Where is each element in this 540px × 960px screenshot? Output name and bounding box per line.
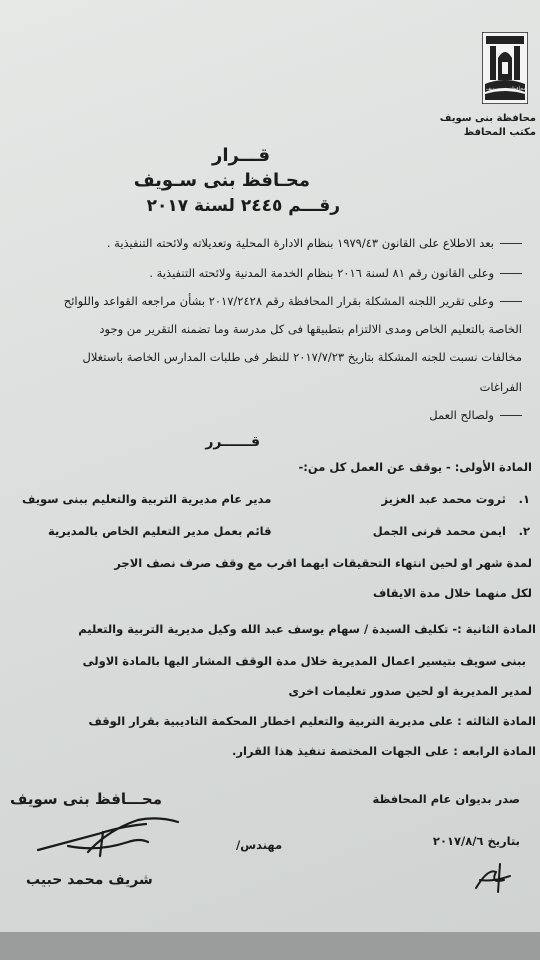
article4-text: المادة الرابعه : على الجهات المختصة تنفيذ هذا القرار. [231,744,536,758]
person1-number: ١. [518,492,530,506]
preamble-7 [429,408,522,422]
preamble-1-text: بعد الاطلاع على القانون ١٩٧٩/٤٣ بنظام الادارة المحلية وتعديلاته ولائحته التنفيذية . [106,236,494,250]
article2-line3: لمدير المديرية او لحين صدور تعليمات اخرى [288,684,532,698]
governor-name: شريف محمد حبيب [26,872,153,888]
governor-heading: محـافظ بنى سـويف [133,170,310,191]
governor-signature-label: محـــافظ بنى سويف [10,790,163,808]
initials-signature-icon [470,858,520,898]
preamble-5: مخالفات نسبت للجنه المشكلة بتاريخ ٢٠١٧/٧/٢٣ للنظر فى طلبات المدارس الخاصة باستغلال [82,350,522,364]
article1-line1: لمدة شهر او لحين انتهاء التحقيقات ايهما اقرب مع وقف صرف نصف الاجر [114,556,532,570]
person1-title: مدير عام مديرية التربية والتعليم ببنى سويف [22,492,272,506]
decree-word: قـــرار [212,145,270,166]
person2-title: قائم بعمل مدير التعليم الخاص بالمديرية [48,524,272,538]
table-edge [0,932,540,960]
issue-date: بتاريخ ٢٠١٧/٨/٦ [432,834,520,848]
person2-number: ٢. [518,524,530,538]
preamble-3-text: وعلى تقرير اللجنه المشكلة بقرار المحافظة رقم ٢٠١٧/٢٤٢٨ بشأن مراجعه القواعد واللوائح [63,294,494,308]
preamble-3 [64,294,522,308]
governor-signature-icon [28,812,188,862]
header-governorate: محافظة بنى سويف [439,113,536,124]
person1-name: ثروت محمد عبد العزيز [381,492,506,506]
article1-line2: لكل منهما خلال مدة الايقاف [372,586,532,600]
decided-word: قــــــرر [205,434,260,450]
article3-text: المادة الثالثه : على مديرية التربية والتعليم اخطار المحكمة التاديبية بقرار الوقف [88,714,536,728]
preamble-2 [149,266,522,280]
preamble-1 [107,236,522,250]
preamble-4: الخاصة بالتعليم الخاص ومدى الالتزام بتطبيقها فى كل مدرسة وما تضمنه التقرير من وجود [99,322,522,336]
person2-name: ايمن محمد قرنى الجمل [372,524,506,538]
article2-line2: ببنى سويف بتيسير اعمال المديرية خلال مدة الوقف المشار اليها بالمادة الاولى [82,654,526,668]
decree-number: رقـــم ٢٤٤٥ لسنة ٢٠١٧ [146,196,340,216]
preamble-6: الفراغات [479,380,522,394]
preamble-7-text: ولصالح العمل [429,408,494,422]
issued-at: صدر بديوان عام المحافظة [372,792,520,806]
header-office: مكتب المحافظ [463,127,536,138]
article1-heading: المادة الأولى: - يوقف عن العمل كل من:- [298,460,532,474]
governorate-logo-icon [482,32,528,104]
preamble-2-text: وعلى القانون رقم ٨١ لسنة ٢٠١٦ بنظام الخدمة المدنية ولائحته التنفيذية . [149,266,494,280]
article2-line1: المادة الثانية :- تكليف السيدة / سهام يوسف عبد الله وكيل مديرية التربية والتعليم [78,622,536,636]
engineer-label: مهندس/ [236,838,283,852]
logo-caption: محافظة بنى سويف [485,86,526,92]
